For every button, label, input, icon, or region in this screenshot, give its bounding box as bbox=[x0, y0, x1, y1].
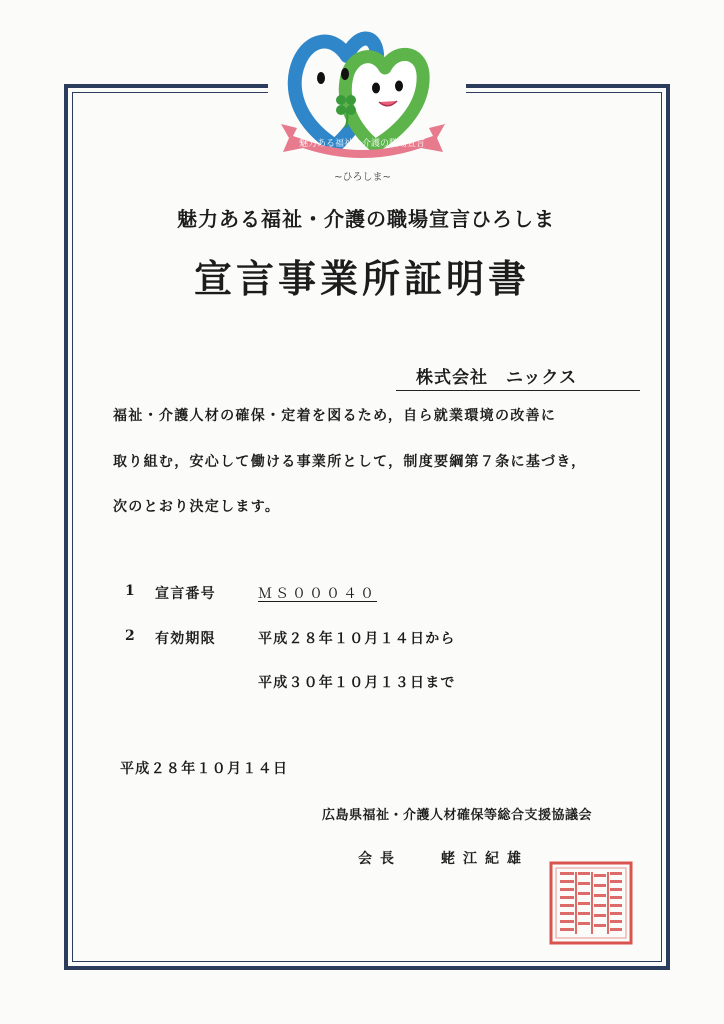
body-line-3: 次のとおり決定します。 bbox=[113, 499, 281, 515]
logo-banner-text: 魅力ある福祉・介護の職場宣言 bbox=[298, 139, 426, 149]
item-2-label: 有効期限 bbox=[155, 631, 216, 647]
declaration-number: ＭＳ０００４０ bbox=[258, 586, 377, 602]
item-2-number: 2 bbox=[125, 628, 136, 644]
hearts-mascot-icon bbox=[275, 28, 450, 168]
issue-date: 平成２８年１０月１４日 bbox=[120, 761, 289, 777]
company-name: 株式会社 ニックス bbox=[396, 363, 640, 391]
validity-end: 平成３０年１０月１３日まで bbox=[258, 675, 456, 691]
signer-name: 蛯江紀雄 bbox=[441, 851, 529, 867]
signer-title: 会長 bbox=[358, 851, 402, 867]
body-line-2: 取り組む，安心して働ける事業所として，制度要綱第７条に基づき， bbox=[113, 454, 587, 470]
logo bbox=[275, 28, 450, 188]
certificate-subtitle: 魅力ある福祉・介護の職場宣言ひろしま bbox=[177, 207, 555, 231]
item-1-label: 宣言番号 bbox=[155, 586, 216, 602]
official-seal-icon bbox=[548, 860, 634, 946]
issuing-organization: 広島県福祉・介護人材確保等総合支援協議会 bbox=[322, 808, 593, 823]
certificate-title: 宣言事業所証明書 bbox=[193, 256, 530, 301]
item-1-number: 1 bbox=[125, 583, 136, 599]
body-line-1: 福祉・介護人材の確保・定着を図るため，自ら就業環境の改善に bbox=[113, 408, 557, 424]
logo-subtext: ~ひろしま~ bbox=[334, 172, 391, 183]
validity-start: 平成２８年１０月１４日から bbox=[258, 631, 456, 647]
